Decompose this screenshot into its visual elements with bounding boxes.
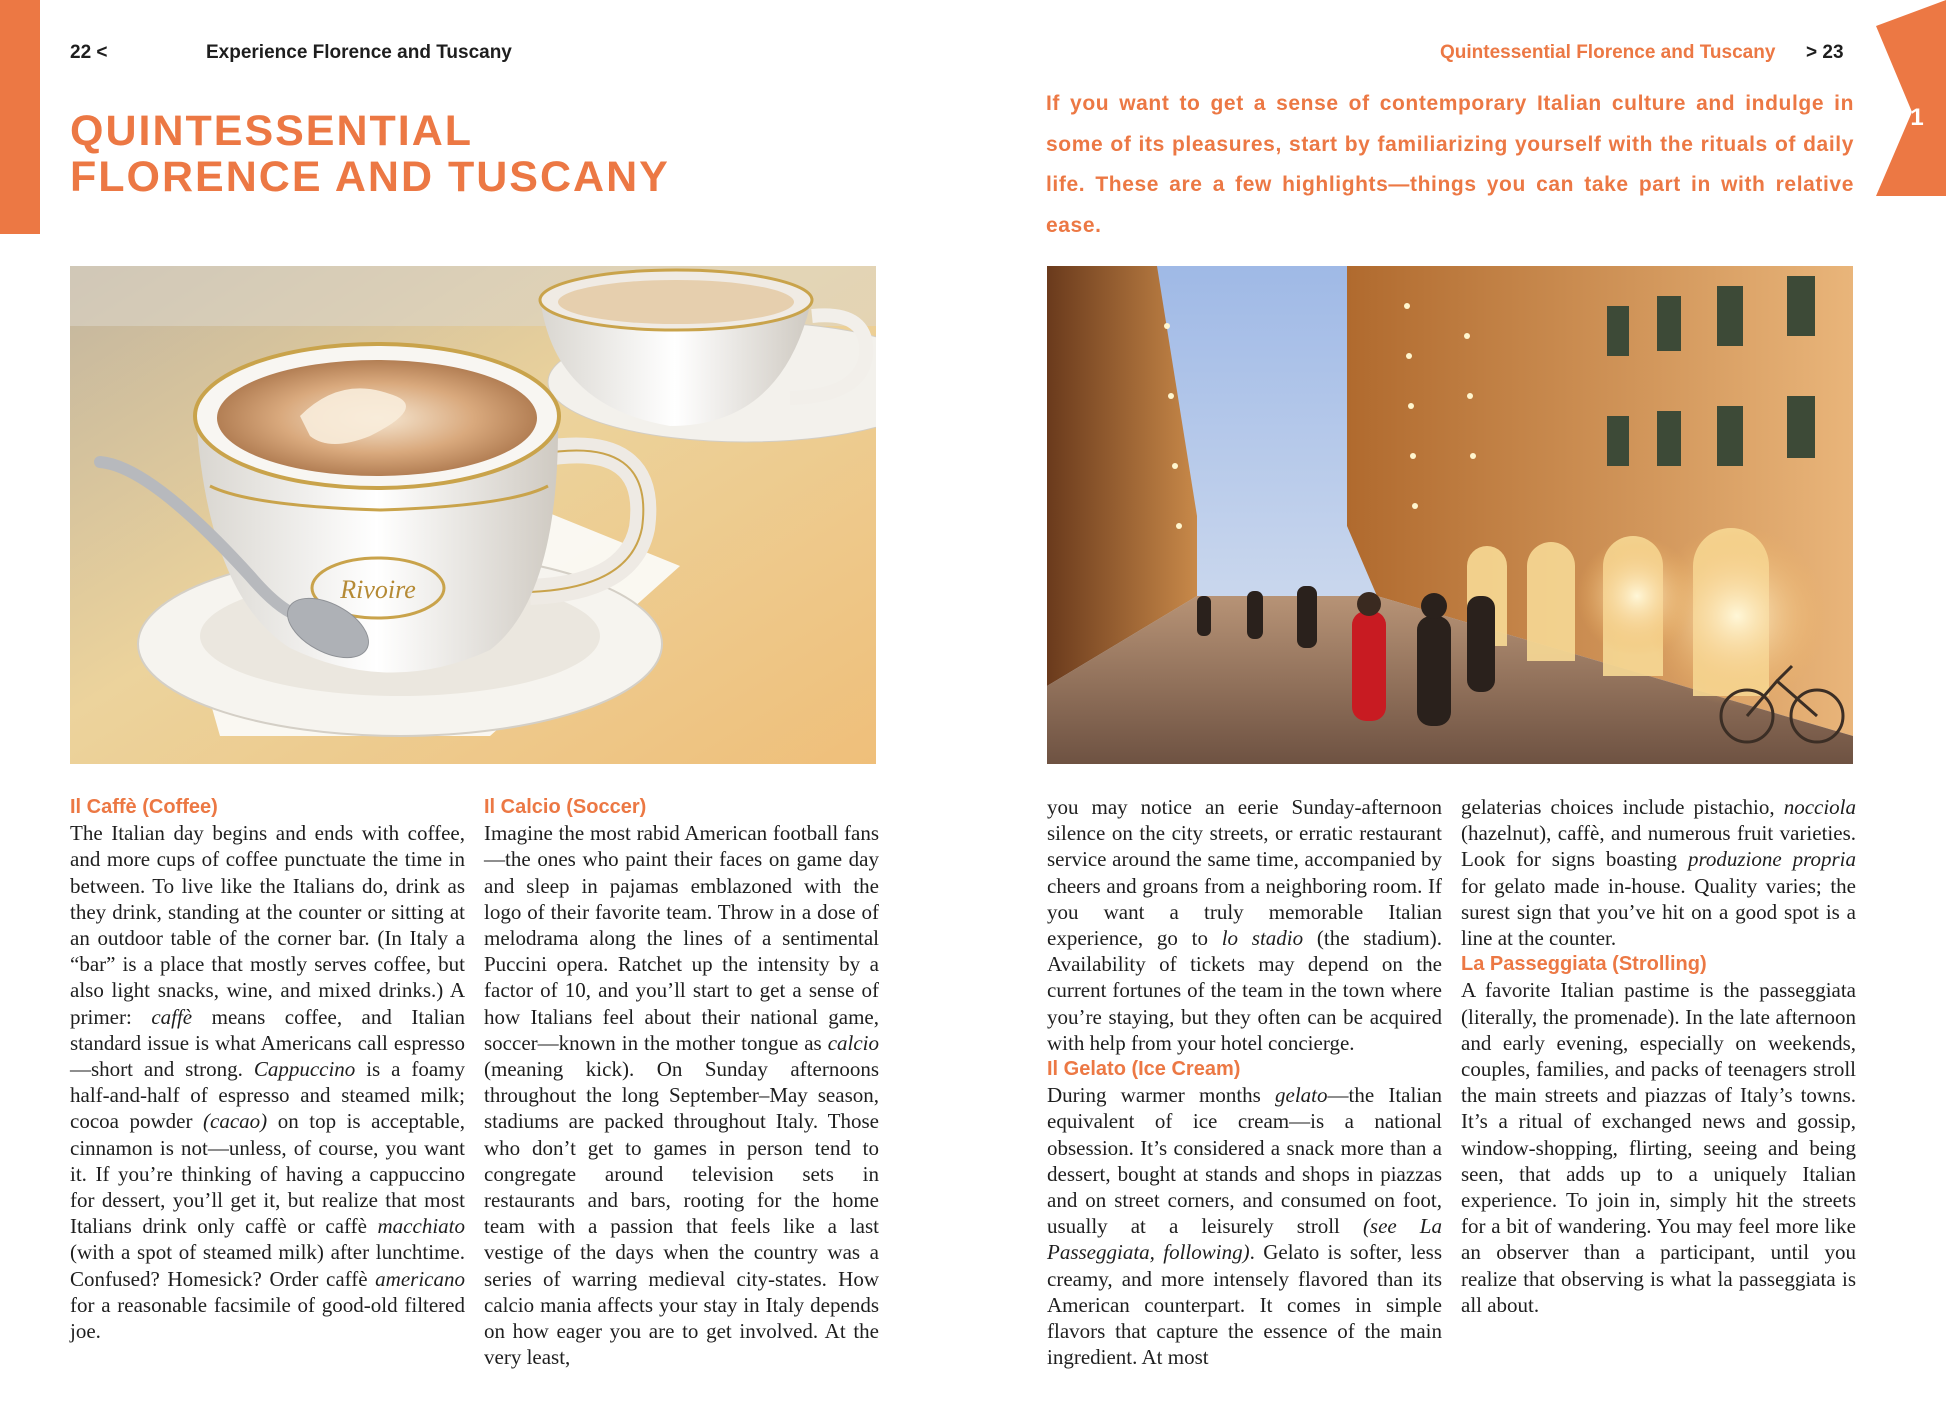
running-head-left: Experience Florence and Tuscany (206, 42, 512, 63)
chapter-edge-tab-right (1876, 0, 1946, 196)
section-heading-gelato: Il Gelato (Ice Cream) (1047, 1058, 1241, 1081)
section-body-passeggiata: A favorite Italian pastime is the passeggiata (literally, the promenade). In the late afternoon and early evening, especially on weekends, couples, families, and packs of teenagers stroll the main streets and piazzas of Italy’s towns. It’s a ritual of exchanged news and gossip, window-shopping, flirting, seeing and being seen, that adds up to a uniquely Italian experience. To join in, simply hit the streets for a bit of wandering. You may feel more like an observer than a participant, until you realize that observing is what la passeggiata is all about. (1461, 978, 1856, 1317)
section-heading-passeggiata: La Passeggiata (Strolling) (1461, 953, 1707, 976)
column-4 (1461, 794, 1856, 1318)
page-title-line-2: FLORENCE AND TUSCANY (70, 153, 670, 201)
chapter-number: 1 (1910, 104, 1924, 131)
section-body-calcio-continued: you may notice an eerie Sunday-afternoon silence on the city streets, or erratic restaurant service around the same time, accompanied by cheers and groans from a neighboring room. If you want a truly memorable Italian experience, go to lo stadio (the stadium). Availability of tickets may depend on the current fortunes of the team in the town where you’re staying, but they often can be acquired with help from your hotel concierge. (1047, 795, 1442, 1055)
section-heading-caffe: Il Caffè (Coffee) (70, 796, 218, 818)
street-photo (1047, 266, 1853, 764)
section-body-calcio: Imagine the most rabid American football fans—the ones who paint their faces on game day and sleep in pajamas emblazoned with the logo of their favorite team. Throw in a dose of melodrama along the lines of a sentimental Puccini opera. Ratchet up the intensity by a factor of 10, and you’ll start to get a sense of how Italians feel about their national game, soccer—known in the mother tongue as calcio (meaning kick). On Sunday afternoons throughout the long September–May season, stadiums are packed throughout Italy. Those who don’t get to games in person tend to congregate around television sets in restaurants and bars, rooting for the home team with a passion that feels like a last vestige of the days when the country was a series of warring medieval city-states. How calcio mania affects your stay in Italy depends on how eager you are to get involved. At the very least, (484, 821, 879, 1370)
cappuccino-photo (70, 266, 876, 764)
chapter-edge-tab-left (0, 0, 40, 234)
column-2 (484, 794, 879, 1370)
cup-logo-text: Rivoire (340, 575, 416, 604)
column-1 (70, 794, 465, 1344)
intro-paragraph: If you want to get a sense of contemporary Italian culture and indulge in some of its pleasures, start by familiarizing yourself with the rituals of daily life. These are a few highlights—things you can take part in with relative ease. (1046, 92, 1854, 237)
section-body-gelato-continued: gelaterias choices include pistachio, nocciola (hazelnut), caffè, and numerous fruit varieties. Look for signs boasting produzione propria for gelato made in-house. Quality varies; the surest sign that you’ve hit on a good spot is a line at the counter. (1461, 795, 1857, 951)
section-body-gelato: During warmer months gelato—the Italian equivalent of ice cream—is a national obsession. It’s considered a snack more than a dessert, bought at stands and shops in piazzas and on street corners, and consumed on foot, usually at a leisurely stroll (see La Passeggiata, following). Gelato is softer, less creamy, and more intensely flavored than its American counterpart. It comes in simple flavors that capture the essence of the main ingredient. At most (1047, 1083, 1442, 1370)
page-title-line-1: QUINTESSENTIAL (70, 107, 474, 155)
page-title (70, 108, 710, 200)
page-number-left: 22 < (70, 42, 108, 63)
page-number-right: > 23 (1806, 42, 1844, 63)
running-head-right: Quintessential Florence and Tuscany (1440, 42, 1776, 63)
section-body-caffe: The Italian day begins and ends with coffee, and more cups of coffee punctuate the time in between. To live like the Italians do, drink as they drink, standing at the counter or sitting at an outdoor table of the corner bar. (In Italy a “bar” is a place that mostly serves coffee, but also light snacks, wine, and mixed drinks.) A primer: caffè means coffee, and Italian standard issue is what Americans call espresso—short and strong. Cappuccino is a foamy half-and-half of espresso and steamed milk; cocoa powder (cacao) on top is acceptable, cinnamon is not—unless, of course, you want it. If you’re thinking of having a cappuccino for dessert, you’ll get it, but realize that most Italians drink only caffè or caffè macchiato (with a spot of steamed milk) after lunchtime. Confused? Homesick? Order caffè americano for a reasonable facsimile of good-old filtered joe. (70, 821, 466, 1344)
section-heading-calcio: Il Calcio (Soccer) (484, 796, 647, 818)
column-3 (1047, 794, 1442, 1370)
